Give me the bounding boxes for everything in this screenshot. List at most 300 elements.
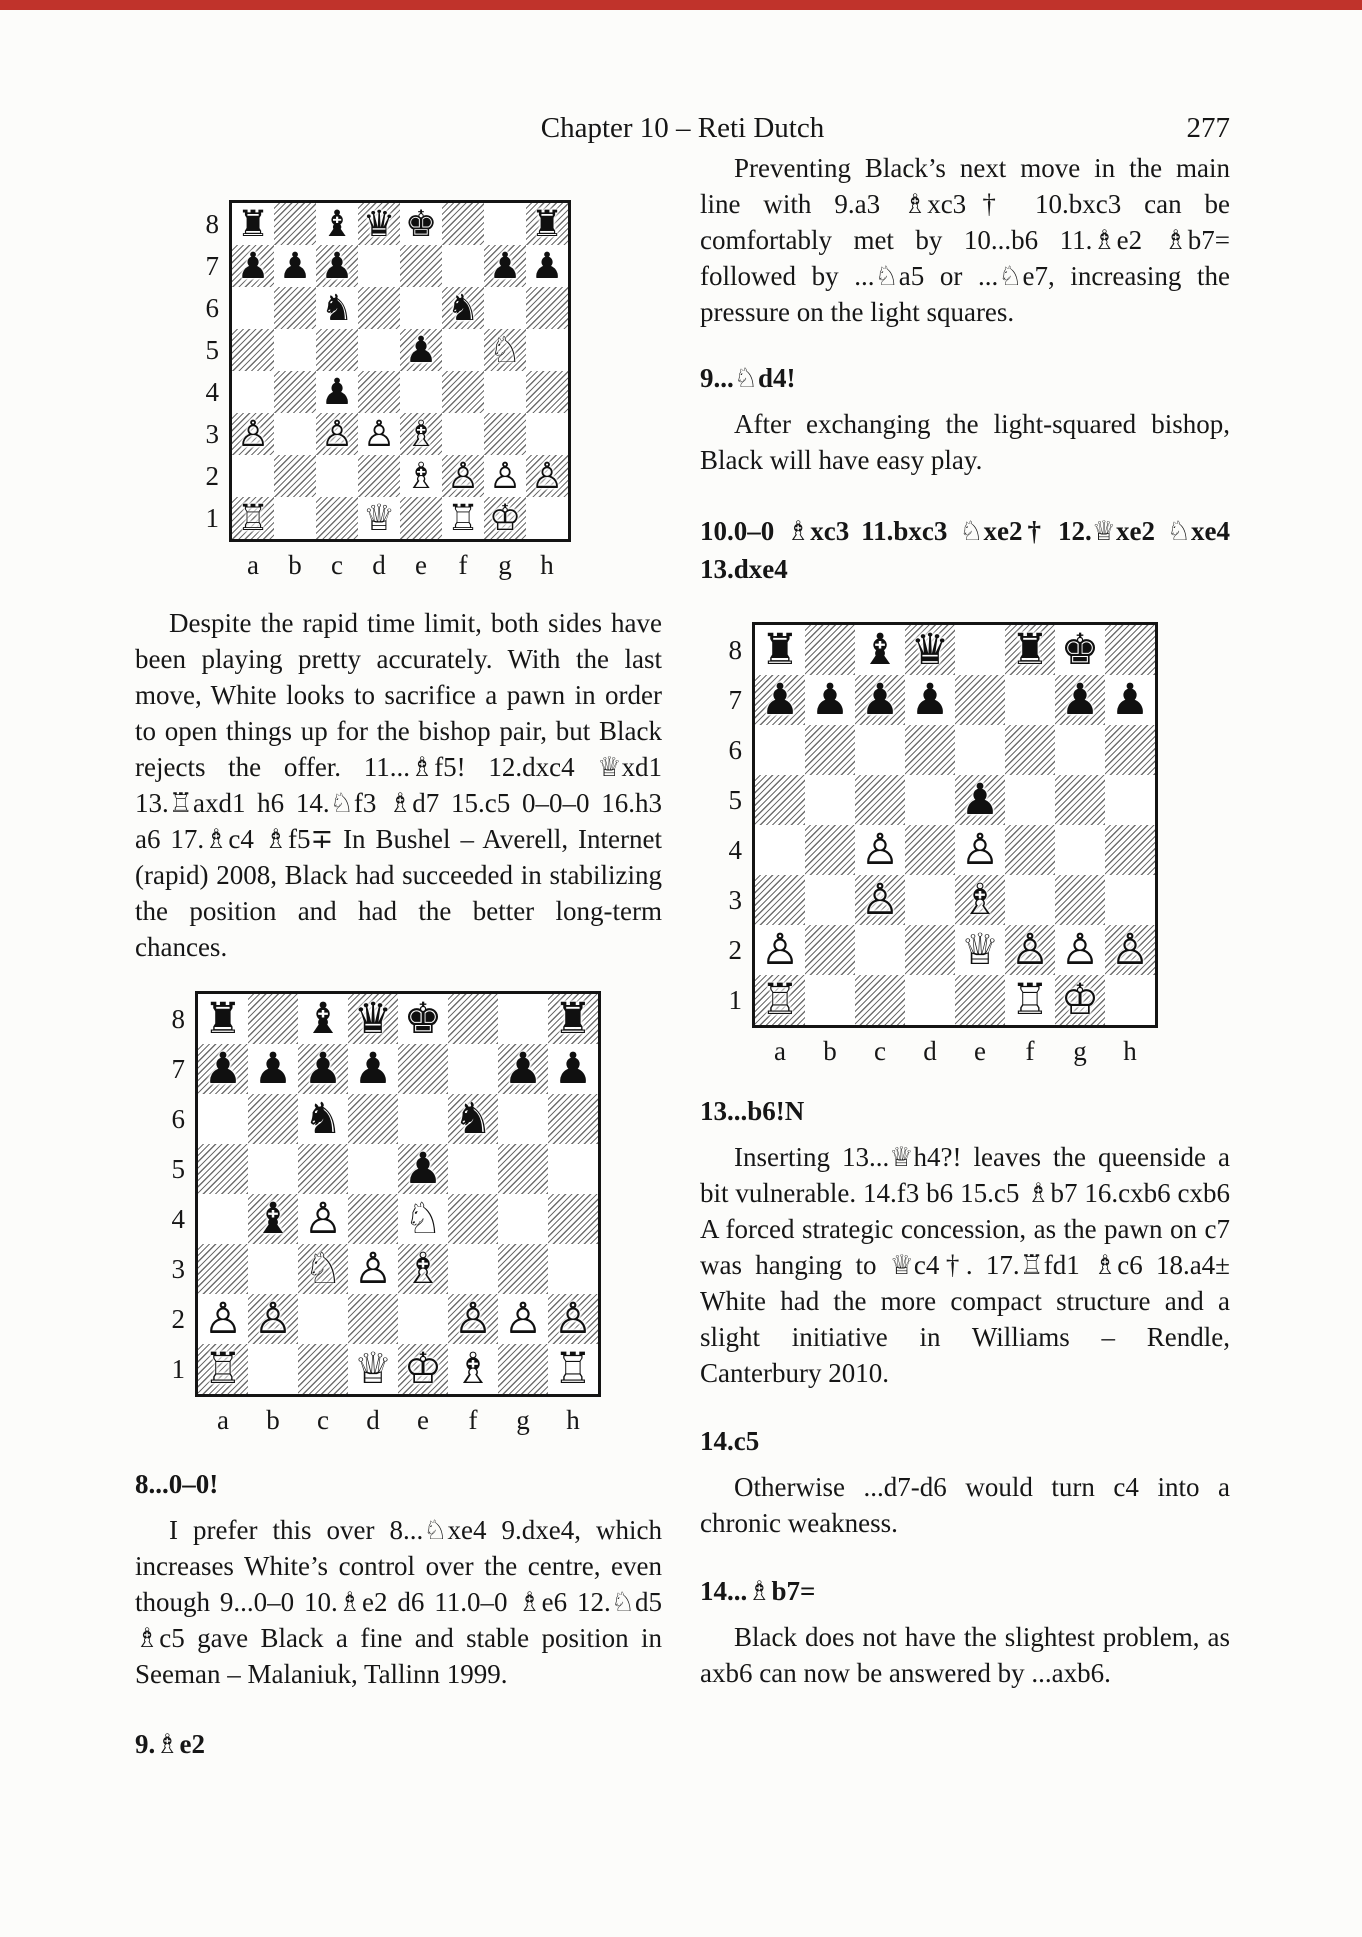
board-square-a2 [232,455,274,497]
rank-label: 6 [171,1103,185,1134]
board-square-e6 [398,1094,448,1144]
board-square-a2 [198,1294,248,1344]
white-pawn-piece: ♙ [303,1193,343,1244]
board-square-h1 [1105,975,1155,1025]
board-square-a1 [198,1344,248,1394]
black-pawn-piece: ♟ [203,1043,243,1094]
board-square-e1 [398,1344,448,1394]
commentary-paragraph: Preventing Black’s next move in the main line with 9.a3 ♗xc3† 10.bxc3 can be comfortably met by 10...b6 11.♗e2 ♗b7= followed by ...♘a5 or ...♘e7, increasing the pressure on the light squares. [700,153,1230,327]
move-heading-be2: 9.♗e2 [135,1729,205,1759]
board-square-h6 [1105,725,1155,775]
file-label: d [923,1036,937,1066]
board-square-h6 [526,287,568,329]
board-square-f7 [442,245,484,287]
board-square-c2 [855,925,905,975]
black-queen-piece: ♛ [362,201,396,245]
board-square-d3 [358,413,400,455]
board-square-a6 [755,725,805,775]
rank-label: 4 [171,1203,185,1234]
board-square-e6 [400,287,442,329]
board-square-c3 [316,413,358,455]
board-square-d5 [905,775,955,825]
board-square-f7 [1005,675,1055,725]
board-square-d3 [348,1244,398,1294]
board-square-e5 [955,775,1005,825]
black-pawn-piece: ♟ [353,1043,393,1094]
move-heading-b6: 13...b6!N [700,1096,805,1126]
board-square-f5 [448,1144,498,1194]
board-square-f4 [1005,825,1055,875]
board-square-e1 [400,497,442,539]
white-pawn-piece: ♙ [860,874,900,925]
board-square-f2 [448,1294,498,1344]
board-square-b2 [805,925,855,975]
left-column [135,0,662,1762]
board-square-d4 [358,371,400,413]
board-square-h5 [526,329,568,371]
board-square-e5 [400,329,442,371]
rank-label: 3 [205,418,219,449]
white-pawn-piece: ♙ [453,1293,493,1344]
black-pawn-piece: ♟ [810,674,850,725]
board-square-d2 [358,455,400,497]
white-pawn-piece: ♙ [203,1293,243,1344]
board-square-h7 [1105,675,1155,725]
board-square-b8 [805,625,855,675]
board-square-c6 [316,287,358,329]
black-pawn-piece: ♟ [303,1043,343,1094]
board-square-b2 [248,1294,298,1344]
board-square-a4 [198,1194,248,1244]
white-pawn-piece: ♙ [1010,924,1050,975]
board-square-a1 [232,497,274,539]
board-square-c3 [855,875,905,925]
black-queen-piece: ♛ [353,993,393,1044]
black-bishop-piece: ♝ [320,201,354,245]
board-square-a3 [755,875,805,925]
board-square-a7 [198,1044,248,1094]
black-bishop-piece: ♝ [303,993,343,1044]
board-square-d6 [358,287,400,329]
white-queen-piece: ♕ [362,495,396,539]
rank-label: 8 [728,634,742,665]
white-queen-piece: ♕ [353,1343,393,1394]
board-square-d1 [348,1344,398,1394]
file-label: g [516,1405,530,1435]
board-square-f1 [1005,975,1055,1025]
black-pawn-piece: ♟ [320,243,354,287]
file-label: h [1123,1036,1137,1066]
board-square-h3 [548,1244,598,1294]
board-square-f3 [448,1244,498,1294]
board-square-f6 [448,1094,498,1144]
board-square-d8 [905,625,955,675]
commentary-paragraph: Inserting 13...♕h4?! leaves the queenside a bit vulnerable. 14.f3 b6 15.c5 ♗b7 16.cxb6 cxb6 A forced strategic concession, as the pawn on c7 was hanging to ♕c4†. 17.♖fd1 ♗c6 18.a4± White had the more compact structure and a slight initiative in Williams – Rendle, Canterbury 2010. [700,1142,1230,1388]
white-bishop-piece: ♗ [404,453,438,497]
board-square-g6 [484,287,526,329]
board-square-e8 [398,994,448,1044]
rank-label: 5 [728,784,742,815]
board-square-c8 [855,625,905,675]
board-square-g7 [484,245,526,287]
rank-label: 1 [171,1353,185,1384]
board-square-e6 [955,725,1005,775]
board-square-h4 [526,371,568,413]
file-label: c [317,1405,329,1435]
board-square-h4 [1105,825,1155,875]
board-square-g3 [1055,875,1105,925]
board-square-c4 [855,825,905,875]
board-square-h1 [548,1344,598,1394]
white-knight-piece: ♘ [488,327,522,371]
board-square-d6 [348,1094,398,1144]
board-square-b2 [274,455,316,497]
board-square-c3 [298,1244,348,1294]
file-label: e [417,1405,429,1435]
black-king-piece: ♚ [1060,624,1100,675]
board-square-h7 [526,245,568,287]
white-rook-piece: ♖ [1010,974,1050,1025]
white-pawn-piece: ♙ [503,1293,543,1344]
white-pawn-piece: ♙ [362,411,396,455]
black-pawn-piece: ♟ [530,243,564,287]
white-bishop-piece: ♗ [404,411,438,455]
board-square-d3 [905,875,955,925]
board-square-g7 [1055,675,1105,725]
board-square-c2 [316,455,358,497]
board-square-e2 [955,925,1005,975]
board-square-a7 [232,245,274,287]
board-square-f8 [448,994,498,1044]
board-square-c8 [316,203,358,245]
board-square-h8 [1105,625,1155,675]
board-square-c7 [855,675,905,725]
white-queen-piece: ♕ [960,924,1000,975]
board-square-b1 [248,1344,298,1394]
commentary-paragraph: After exchanging the light-squared bishop, Black will have easy play. [700,409,1230,475]
board-square-d4 [905,825,955,875]
board-square-g4 [1055,825,1105,875]
board-square-f6 [1005,725,1055,775]
board-square-d2 [348,1294,398,1344]
rank-label: 1 [205,502,219,533]
board-square-g5 [484,329,526,371]
move-heading-bb7: 14...♗b7= [700,1576,816,1606]
board-square-c1 [298,1344,348,1394]
board-square-d4 [348,1194,398,1244]
board-square-a6 [198,1094,248,1144]
board-square-f5 [442,329,484,371]
board-square-d1 [358,497,400,539]
file-label: d [372,550,386,580]
board-square-g6 [1055,725,1105,775]
board-square-a8 [198,994,248,1044]
board-square-g4 [484,371,526,413]
board-square-h5 [1105,775,1155,825]
board-square-b1 [274,497,316,539]
white-pawn-piece: ♙ [760,924,800,975]
rank-label: 1 [728,984,742,1015]
board-square-c7 [298,1044,348,1094]
rank-label: 7 [171,1053,185,1084]
commentary-paragraph: Despite the rapid time limit, both sides have been playing pretty accurately. With the last move, White looks to sacrifice a pawn in order to open things up for the bishop pair, but Black rejects the offer. 11...♗f5! 12.dxc4 ♕xd1 13.♖axd1 h6 14.♘f3 ♗d7 15.c5 0–0–0 16.h3 a6 17.♗c4 ♗f5∓ In Bushel – Averell, Internet (rapid) 2008, Black had succeeded in stabilizing the position and had the better long-term chances. [135,608,662,962]
black-bishop-piece: ♝ [860,624,900,675]
file-label: h [540,550,554,580]
white-pawn-piece: ♙ [553,1293,593,1344]
board-square-a8 [232,203,274,245]
board-square-g2 [498,1294,548,1344]
board-square-e2 [400,455,442,497]
black-bishop-piece: ♝ [253,1193,293,1244]
chess-diagram-3 [718,622,1230,1067]
board-square-c1 [316,497,358,539]
white-king-piece: ♔ [488,495,522,539]
rank-label: 6 [728,734,742,765]
file-label: f [1025,1036,1035,1066]
board-square-g1 [498,1344,548,1394]
board-square-h7 [548,1044,598,1094]
board-square-c5 [855,775,905,825]
board-square-c8 [298,994,348,1044]
black-pawn-piece: ♟ [860,674,900,725]
white-pawn-piece: ♙ [1110,924,1150,975]
white-pawn-piece: ♙ [320,411,354,455]
white-rook-piece: ♖ [203,1343,243,1394]
board-square-g5 [498,1144,548,1194]
commentary-paragraph: I prefer this over 8...♘xe4 9.dxe4, which increases White’s control over the centre, even though 9...0–0 10.♗e2 d6 11.0–0 ♗e6 12.♘d5 ♗c5 gave Black a fine and stable position in Seeman – Malaniuk, Tallinn 1999. [135,1515,662,1689]
board-square-h2 [1105,925,1155,975]
board-square-h1 [526,497,568,539]
file-label: b [823,1036,837,1066]
board-square-b7 [805,675,855,725]
black-pawn-piece: ♟ [503,1043,543,1094]
white-pawn-piece: ♙ [860,824,900,875]
board-square-e7 [955,675,1005,725]
black-pawn-piece: ♟ [760,674,800,725]
black-pawn-piece: ♟ [253,1043,293,1094]
board-square-g3 [498,1244,548,1294]
black-rook-piece: ♜ [553,993,593,1044]
white-pawn-piece: ♙ [960,824,1000,875]
move-heading-c5: 14.c5 [700,1426,760,1456]
file-label: a [217,1405,229,1435]
board-square-d7 [358,245,400,287]
board-square-f3 [1005,875,1055,925]
board-square-a8 [755,625,805,675]
rank-label: 5 [205,334,219,365]
file-label: c [874,1036,886,1066]
chess-diagram-2 [161,991,662,1436]
board-square-g5 [1055,775,1105,825]
black-rook-piece: ♜ [203,993,243,1044]
rank-label: 5 [171,1153,185,1184]
board-square-h3 [526,413,568,455]
board-square-g8 [1055,625,1105,675]
board-square-b3 [274,413,316,455]
white-bishop-piece: ♗ [453,1343,493,1394]
board-square-g1 [484,497,526,539]
board-square-a1 [755,975,805,1025]
board-square-a6 [232,287,274,329]
board-square-e4 [400,371,442,413]
white-king-piece: ♔ [1060,974,1100,1025]
board-square-a3 [232,413,274,455]
file-label: b [288,550,302,580]
board-square-a5 [232,329,274,371]
rank-label: 4 [205,376,219,407]
board-square-h8 [526,203,568,245]
board-square-b3 [805,875,855,925]
board-square-b6 [805,725,855,775]
board-square-h5 [548,1144,598,1194]
chess-diagram-1 [195,200,662,581]
black-pawn-piece: ♟ [404,327,438,371]
right-column [700,0,1230,1691]
rank-label: 4 [728,834,742,865]
board-square-d7 [905,675,955,725]
board-square-e3 [955,875,1005,925]
board-square-f7 [448,1044,498,1094]
chessboard-grid [752,622,1158,1028]
board-square-b5 [805,775,855,825]
black-king-piece: ♚ [403,993,443,1044]
rank-label: 7 [728,684,742,715]
move-heading-nd4: 9...♘d4! [700,363,796,393]
board-square-f4 [448,1194,498,1244]
file-label: a [774,1036,786,1066]
black-knight-piece: ♞ [453,1093,493,1144]
board-square-f8 [1005,625,1055,675]
board-square-d8 [358,203,400,245]
move-heading-castle: 8...0–0! [135,1469,219,1499]
white-pawn-piece: ♙ [530,453,564,497]
board-square-h3 [1105,875,1155,925]
board-square-c4 [316,371,358,413]
board-square-e1 [955,975,1005,1025]
board-square-g1 [1055,975,1105,1025]
board-square-b7 [274,245,316,287]
file-label: c [331,550,343,580]
black-pawn-piece: ♟ [553,1043,593,1094]
board-square-g8 [484,203,526,245]
commentary-paragraph: Black does not have the slightest problem, as axb6 can now be answered by ...axb6. [700,1622,1230,1688]
white-knight-piece: ♘ [403,1193,443,1244]
black-knight-piece: ♞ [320,285,354,329]
board-square-b6 [248,1094,298,1144]
board-square-f2 [1005,925,1055,975]
board-square-f1 [448,1344,498,1394]
board-square-g4 [498,1194,548,1244]
board-square-e8 [400,203,442,245]
board-square-c6 [855,725,905,775]
white-pawn-piece: ♙ [236,411,270,455]
board-square-a4 [232,371,274,413]
black-knight-piece: ♞ [446,285,480,329]
board-square-d8 [348,994,398,1044]
board-square-e2 [398,1294,448,1344]
board-square-a3 [198,1244,248,1294]
board-square-f6 [442,287,484,329]
file-label: e [415,550,427,580]
black-rook-piece: ♜ [760,624,800,675]
black-knight-piece: ♞ [303,1093,343,1144]
rank-label: 8 [205,208,219,239]
white-pawn-piece: ♙ [1060,924,1100,975]
file-label: f [468,1405,478,1435]
file-label: d [366,1405,380,1435]
rank-label: 7 [205,250,219,281]
chapter-title: Chapter 10 – Reti Dutch [540,112,825,144]
board-square-d6 [905,725,955,775]
board-square-e7 [398,1044,448,1094]
board-square-c6 [298,1094,348,1144]
black-queen-piece: ♛ [910,624,950,675]
file-label: g [498,550,512,580]
black-pawn-piece: ♟ [403,1143,443,1194]
rank-label: 6 [205,292,219,323]
black-rook-piece: ♜ [530,201,564,245]
chessboard-grid [195,991,601,1397]
white-bishop-piece: ♗ [960,874,1000,925]
black-pawn-piece: ♟ [236,243,270,287]
board-square-g3 [484,413,526,455]
board-square-a5 [755,775,805,825]
board-square-f2 [442,455,484,497]
white-king-piece: ♔ [403,1343,443,1394]
board-square-a4 [755,825,805,875]
board-square-b5 [248,1144,298,1194]
board-square-f1 [442,497,484,539]
black-pawn-piece: ♟ [960,774,1000,825]
board-square-e7 [400,245,442,287]
board-square-e5 [398,1144,448,1194]
rank-label: 8 [171,1003,185,1034]
file-label: a [247,550,259,580]
board-square-b4 [248,1194,298,1244]
board-square-g7 [498,1044,548,1094]
board-square-d5 [358,329,400,371]
board-square-c2 [298,1294,348,1344]
file-label: f [458,550,468,580]
rank-label: 3 [171,1253,185,1284]
board-square-d7 [348,1044,398,1094]
page-number: 277 [1186,112,1230,144]
board-square-b8 [274,203,316,245]
board-square-c5 [298,1144,348,1194]
white-rook-piece: ♖ [553,1343,593,1394]
board-square-h8 [548,994,598,1044]
black-rook-piece: ♜ [236,201,270,245]
board-square-f3 [442,413,484,455]
board-square-h2 [548,1294,598,1344]
board-square-e3 [400,413,442,455]
board-square-b1 [805,975,855,1025]
board-square-b4 [805,825,855,875]
board-square-b3 [248,1244,298,1294]
black-king-piece: ♚ [404,201,438,245]
black-pawn-piece: ♟ [910,674,950,725]
chessboard-grid [229,200,571,542]
board-square-d1 [905,975,955,1025]
board-square-f5 [1005,775,1055,825]
white-pawn-piece: ♙ [446,453,480,497]
board-square-d5 [348,1144,398,1194]
commentary-paragraph: Otherwise ...d7-d6 would turn c4 into a chronic weakness. [700,1472,1230,1538]
black-pawn-piece: ♟ [278,243,312,287]
rank-label: 3 [728,884,742,915]
black-pawn-piece: ♟ [488,243,522,287]
rank-label: 2 [171,1303,185,1334]
